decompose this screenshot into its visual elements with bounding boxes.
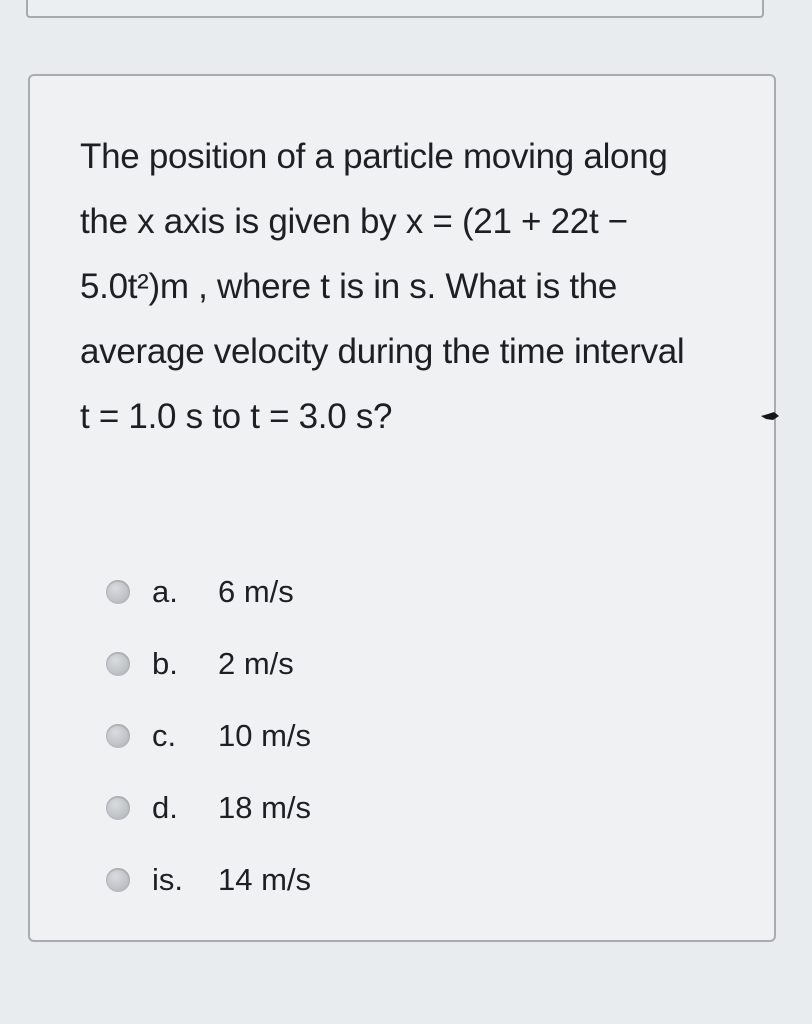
question-text [80,124,760,449]
answer-option-c[interactable] [106,700,526,772]
question-line: The position of a particle moving along [80,137,668,176]
answer-text: 6 m/s [218,574,294,609]
answer-letter: is. [152,862,183,897]
answer-text: 10 m/s [218,718,312,753]
answer-option-b[interactable] [106,628,526,700]
question-line: the x axis is given by x = (21 + 22t − [80,202,628,241]
radio-button[interactable] [106,868,130,892]
answer-letter: a. [152,574,178,609]
answer-letter: d. [152,790,178,825]
previous-question-card [26,0,764,18]
answer-option-a[interactable] [106,556,526,628]
question-line: 5.0t²)m , where t is in s. What is the [80,267,618,306]
answer-letter: c. [152,718,177,753]
radio-button[interactable] [106,652,130,676]
radio-button[interactable] [106,796,130,820]
question-card [28,74,776,942]
question-line: t = 1.0 s to t = 3.0 s? [80,397,393,436]
answer-options [106,556,526,916]
answer-text: 2 m/s [218,646,294,681]
answer-option-e[interactable] [106,844,526,916]
answer-text: 14 m/s [218,862,312,897]
radio-button[interactable] [106,580,130,604]
answer-option-d[interactable] [106,772,526,844]
ink-mark-icon [760,410,780,422]
radio-button[interactable] [106,724,130,748]
answer-letter: b. [152,646,178,681]
answer-text: 18 m/s [218,790,312,825]
question-line: average velocity during the time interval [80,332,685,371]
